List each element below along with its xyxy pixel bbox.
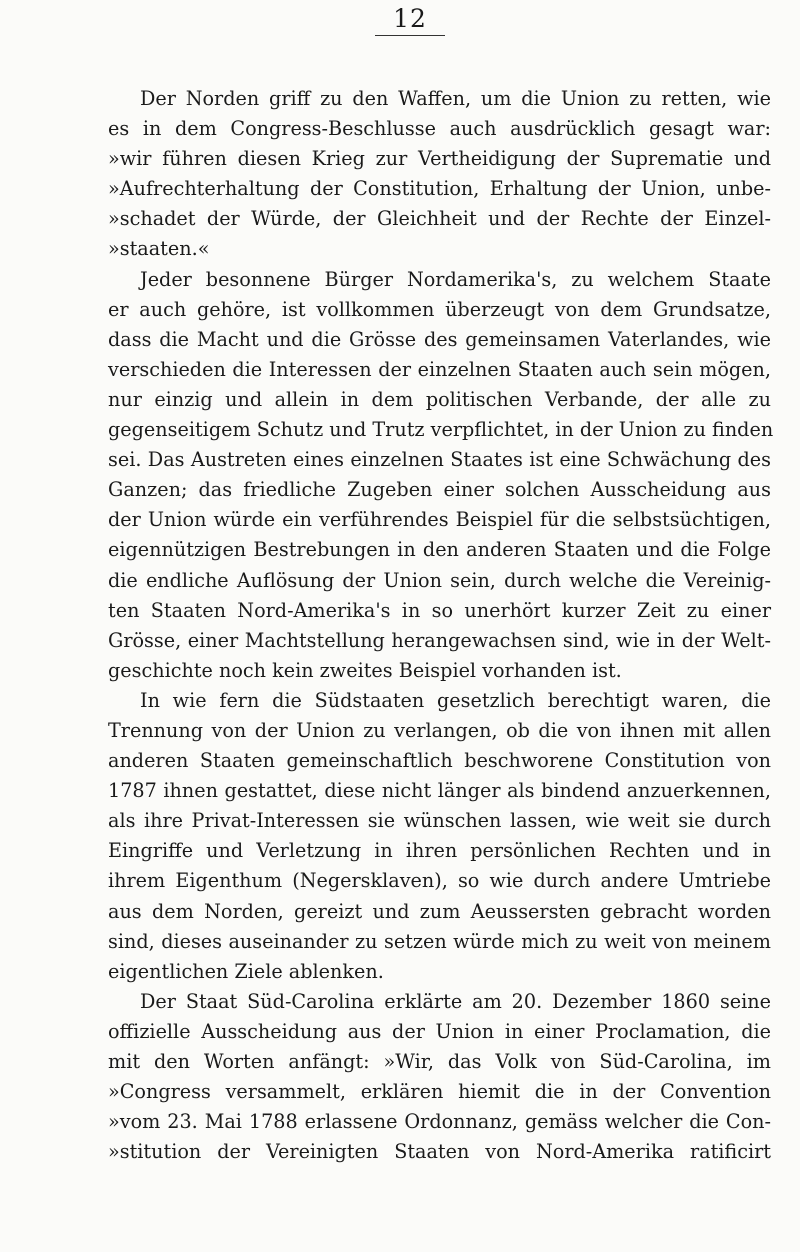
text-line: sei. Das Austreten eines einzelnen Staates ist eine Schwächung des	[108, 448, 771, 472]
text-line: verschieden die Interessen der einzelnen Staaten auch sein mögen,	[108, 357, 771, 381]
text-line: »schadet der Würde, der Gleichheit und der Rechte der Einzel-	[108, 207, 771, 231]
text-line: mit den Worten anfängt: »Wir, das Volk von Süd-Carolina, im	[108, 1050, 771, 1073]
text-line: dass die Macht und die Grösse des gemeinsamen Vaterlandes, wie	[108, 327, 771, 351]
text-line: Ganzen; das friedliche Zugeben einer solchen Ausscheidung aus	[108, 478, 771, 502]
text-line: Trennung von der Union zu verlangen, ob die von ihnen mit allen	[108, 718, 771, 742]
page-number: 12	[0, 4, 800, 36]
text-line: der Union würde ein verführendes Beispiel für die selbstsüchtigen,	[108, 508, 771, 532]
text-line: eigennützigen Bestrebungen in den anderen Staaten und die Folge	[108, 538, 771, 562]
text-line: Jeder besonnene Bürger Nordamerika's, zu welchem Staate	[140, 267, 771, 291]
text-line: Eingriffe und Verletzung in ihren persönlichen Rechten und in	[108, 839, 771, 863]
text-line: »vom 23. Mai 1788 erlassene Ordonnanz, gemäss welcher die Con-	[108, 1110, 771, 1134]
paragraph	[108, 987, 771, 1168]
text-line: aus dem Norden, gereizt und zum Aeussersten gebracht worden	[108, 899, 771, 923]
text-line: ten Staaten Nord-Amerika's in so unerhört kurzer Zeit zu einer	[108, 598, 771, 622]
paragraph	[108, 265, 774, 686]
text-line: 1787 ihnen gestattet, diese nicht länger als bindend anzuerkennen,	[108, 779, 771, 803]
text-line: »wir führen diesen Krieg zur Vertheidigung der Suprematie und	[108, 147, 771, 171]
text-line: In wie fern die Südstaaten gesetzlich berechtigt waren, die	[140, 688, 771, 712]
text-line: es in dem Congress-Beschlusse auch ausdrücklich gesagt war:	[108, 117, 771, 141]
text-line: geschichte noch kein zweites Beispiel vorhanden ist.	[108, 658, 622, 682]
text-line: »Aufrechterhaltung der Constitution, Erhaltung der Union, unbe-	[108, 177, 771, 201]
text-line: Grösse, einer Machtstellung herangewachsen sind, wie in der Welt-	[108, 628, 771, 652]
text-line: offizielle Ausscheidung aus der Union in einer Proclamation, die	[108, 1019, 771, 1043]
paragraph	[108, 686, 771, 987]
text-line: Der Norden griff zu den Waffen, um die Union zu retten, wie	[140, 87, 771, 110]
body-text	[108, 84, 774, 1167]
text-line: anderen Staaten gemeinschaftlich beschworene Constitution von	[108, 749, 771, 773]
text-line: gegenseitigem Schutz und Trutz verpflichtet, in der Union zu finden	[108, 418, 774, 442]
text-line: ihrem Eigenthum (Negersklaven), so wie durch andere Umtriebe	[108, 869, 771, 893]
text-line: nur einzig und allein in dem politischen Verbande, der alle zu	[108, 387, 771, 411]
text-line: sind, dieses auseinander zu setzen würde mich zu weit von meinem	[108, 929, 771, 953]
text-line: eigentlichen Ziele ablenken.	[108, 959, 384, 983]
text-line: die endliche Auflösung der Union sein, durch welche die Vereinig-	[108, 568, 771, 592]
text-line: »stitution der Vereinigten Staaten von Nord-Amerika ratificirt	[108, 1140, 771, 1164]
text-line: er auch gehöre, ist vollkommen überzeugt von dem Grundsatze,	[108, 297, 771, 321]
paragraph	[108, 84, 771, 265]
text-line: »Congress versammelt, erklären hiemit die in der Convention	[108, 1080, 771, 1104]
text-line: als ihre Privat-Interessen sie wünschen lassen, wie weit sie durch	[108, 809, 771, 833]
text-line: »staaten.«	[108, 237, 210, 261]
text-line: Der Staat Süd-Carolina erklärte am 20. Dezember 1860 seine	[140, 989, 771, 1013]
